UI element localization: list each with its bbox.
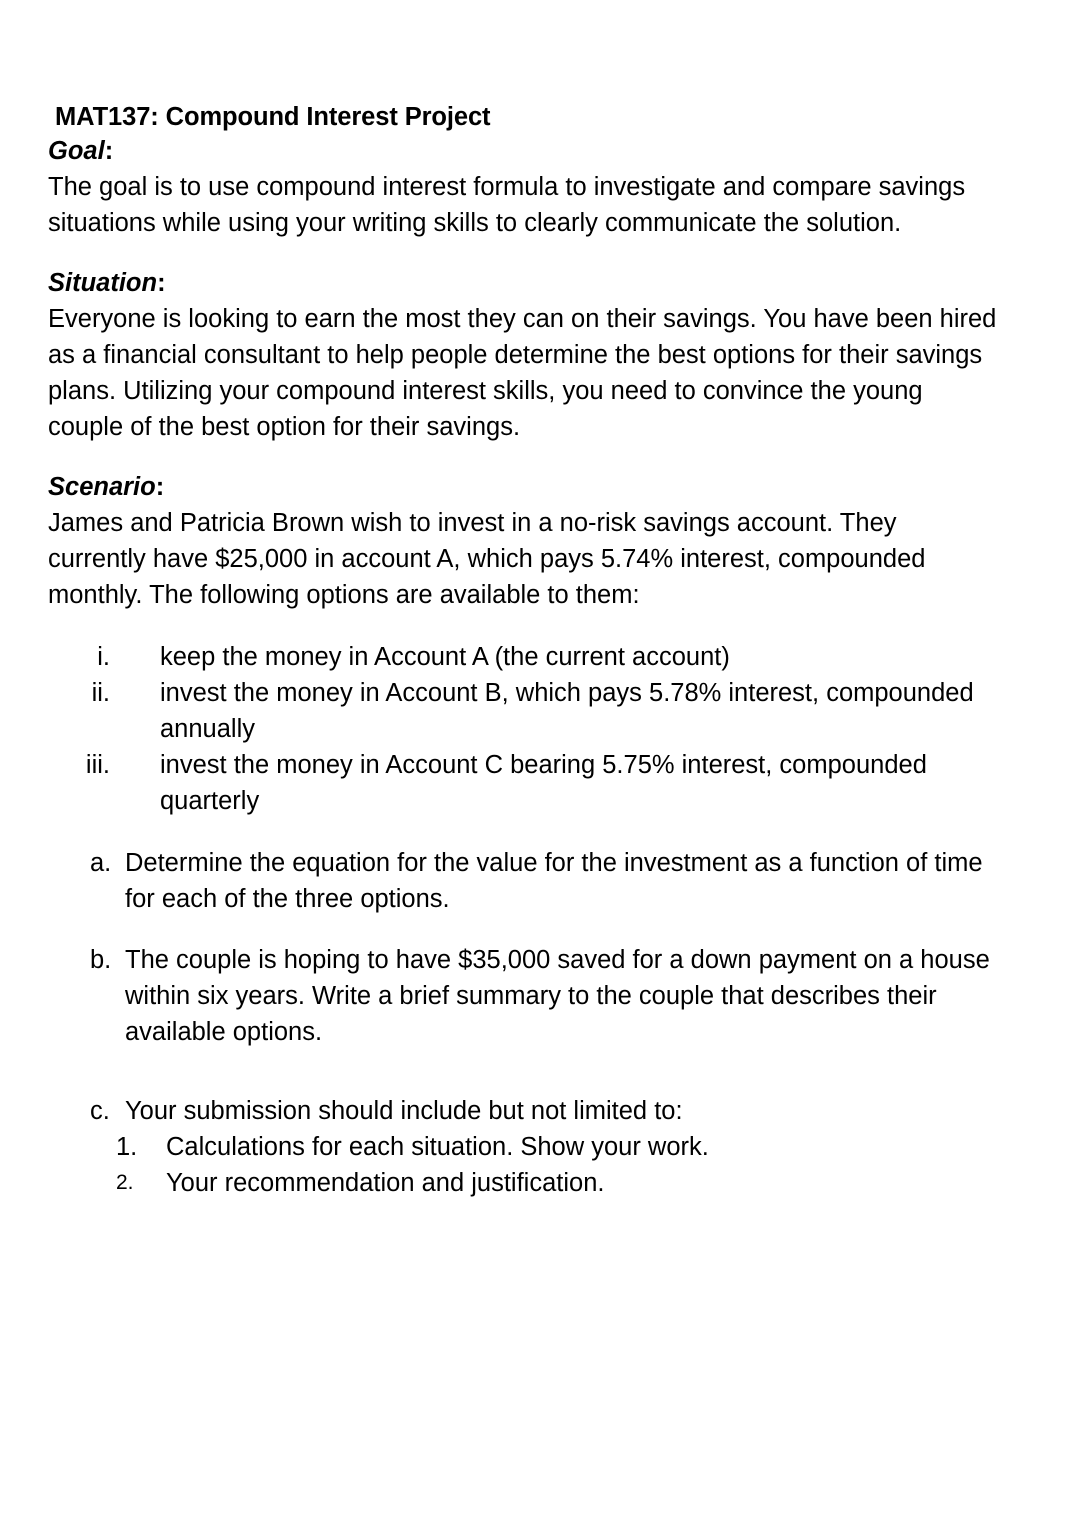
list-marker: ii. [91, 678, 110, 707]
spacer [48, 820, 998, 845]
list-item-text: invest the money in Account B, which pays 5.78% interest, compounded annually [160, 678, 974, 743]
list-item-text: Your submission should include but not limited to: [125, 1096, 683, 1125]
list-item [48, 639, 998, 675]
submission-items-list [48, 1129, 998, 1201]
list-marker: b. [90, 945, 112, 974]
list-item-text: invest the money in Account C bearing 5.75% interest, compounded quarterly [160, 751, 927, 816]
list-marker: i. [97, 642, 110, 671]
list-marker: iii. [85, 751, 110, 780]
list-item [48, 845, 998, 917]
list-item [48, 1129, 998, 1165]
list-marker: 2. [116, 1170, 134, 1194]
section-paragraph-goal: The goal is to use compound interest formula to investigate and compare savings situations while using your writing skills to clearly communicate the solution. [48, 172, 966, 238]
section-heading-situation [48, 266, 998, 300]
list-marker: c. [90, 1096, 110, 1125]
list-marker: 1. [116, 1132, 138, 1161]
section-heading-goal-colon: : [104, 137, 114, 166]
list-item [48, 675, 998, 747]
page-title: MAT137: Compound Interest Project [55, 103, 491, 131]
section-heading-goal-word: Goal [48, 137, 105, 166]
tasks-list-b [48, 942, 998, 1051]
tasks-list [48, 845, 998, 917]
list-item-text: Calculations for each situation. Show your work. [166, 1132, 709, 1161]
list-item-text: The couple is hoping to have $35,000 saved for a down payment on a house within six years. Write a brief summary to the couple that describes their available options. [125, 945, 990, 1047]
list-item-text: keep the money in Account A (the current account) [160, 642, 730, 671]
list-item-text: Your recommendation and justification. [166, 1168, 605, 1197]
list-item-text: Determine the equation for the value for the investment as a function of time for each of the three options. [125, 848, 983, 913]
spacer [48, 1051, 998, 1076]
section-paragraph-scenario: James and Patricia Brown wish to invest in a no-risk savings account. They currently have $25,000 in account A, which pays 5.74% interest, compounded monthly. The following options are available to them: [48, 508, 926, 610]
spacer [48, 1076, 998, 1093]
spacer [48, 917, 998, 942]
section-heading-goal [48, 134, 998, 168]
section-heading-scenario-word: Scenario [48, 473, 156, 502]
list-marker: a. [90, 848, 112, 877]
section-heading-scenario [48, 470, 998, 504]
spacer [48, 241, 998, 266]
section-heading-situation-colon: : [157, 269, 166, 298]
list-item [48, 1093, 998, 1129]
list-item [48, 747, 998, 819]
tasks-list-c [48, 1093, 998, 1129]
list-item [48, 942, 998, 1051]
spacer [48, 445, 998, 470]
list-item [48, 1165, 998, 1201]
document-body [48, 100, 998, 1201]
section-heading-scenario-colon: : [155, 473, 165, 502]
section-heading-situation-word: Situation [48, 269, 158, 298]
options-list [48, 639, 998, 820]
spacer [48, 614, 998, 639]
section-paragraph-situation: Everyone is looking to earn the most they can on their savings. You have been hired as a financial consultant to help people determine the best options for their savings plans. Utilizing your compound interest skills, you need to convince the young couple of the best option for their savings. [48, 304, 997, 442]
